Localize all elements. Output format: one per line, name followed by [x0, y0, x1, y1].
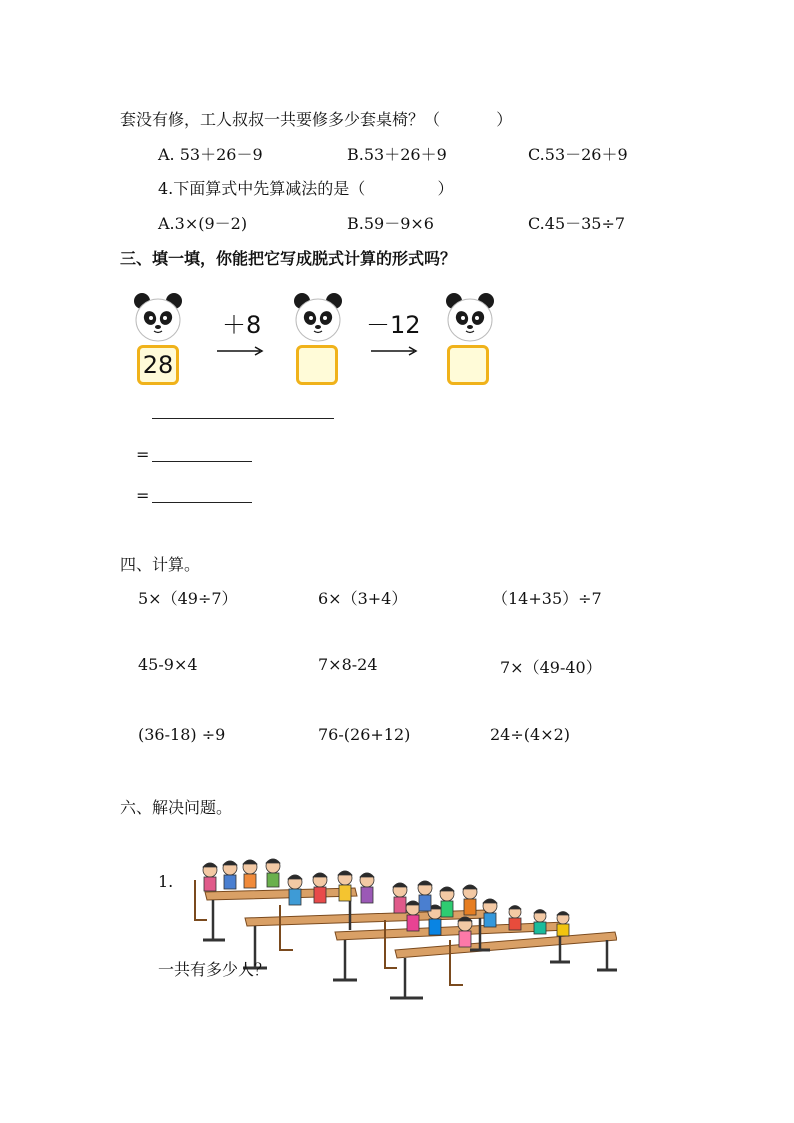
arrow-right-icon	[370, 345, 418, 357]
plus-8-label: ＋8	[222, 311, 262, 339]
panda-icon	[292, 292, 344, 344]
equals-sign: =	[136, 445, 150, 464]
calc-problem: 24÷(4×2)	[490, 725, 571, 744]
calc-problem: (36-18) ÷9	[138, 725, 226, 744]
step-answer-line[interactable]	[152, 502, 252, 503]
section3-heading: 三、填一填，你能把它写成脱式计算的形式吗？	[120, 249, 457, 268]
calc-problem: 7×8-24	[318, 655, 378, 674]
q3-option-b: B.53＋26＋9	[347, 145, 447, 164]
answer-box-2[interactable]	[447, 345, 489, 385]
question-number: 1.	[158, 872, 174, 891]
step-answer-line[interactable]	[152, 418, 334, 419]
q4-option-b: B.59－9×6	[347, 214, 434, 233]
q3-option-a: A. 53＋26－9	[158, 145, 263, 164]
arrow-right-icon	[216, 345, 264, 357]
q4-option-c: C.45－35÷7	[528, 214, 626, 233]
q3-option-c: C.53－26＋9	[528, 145, 628, 164]
panda-icon	[132, 292, 184, 344]
calc-problem: 5×（49÷7）	[138, 589, 238, 608]
section4-heading: 四、计算。	[120, 555, 201, 574]
answer-box-1[interactable]	[296, 345, 338, 385]
classroom-students-illustration	[185, 850, 617, 1008]
equals-sign: =	[136, 486, 150, 505]
calc-problem: 7×（49-40）	[500, 658, 602, 677]
calc-problem: 76-(26+12)	[318, 725, 411, 744]
question-text: 一共有多少人？	[158, 960, 271, 979]
panda-icon	[444, 292, 496, 344]
q4-stem: 4.下面算式中先算减法的是（ ）	[158, 179, 454, 198]
start-value-box: 28	[137, 345, 179, 385]
q3-stem-continuation: 套没有修，工人叔叔一共要修多少套桌椅？（ ）	[120, 110, 513, 129]
calc-problem: 6×（3+4）	[318, 589, 408, 608]
section6-heading: 六、解决问题。	[120, 798, 233, 817]
calc-problem: 45-9×4	[138, 655, 198, 674]
minus-12-label: －12	[366, 311, 421, 339]
calc-problem: （14+35）÷7	[492, 589, 602, 608]
q4-option-a: A.3×(9－2)	[158, 214, 248, 233]
step-answer-line[interactable]	[152, 461, 252, 462]
